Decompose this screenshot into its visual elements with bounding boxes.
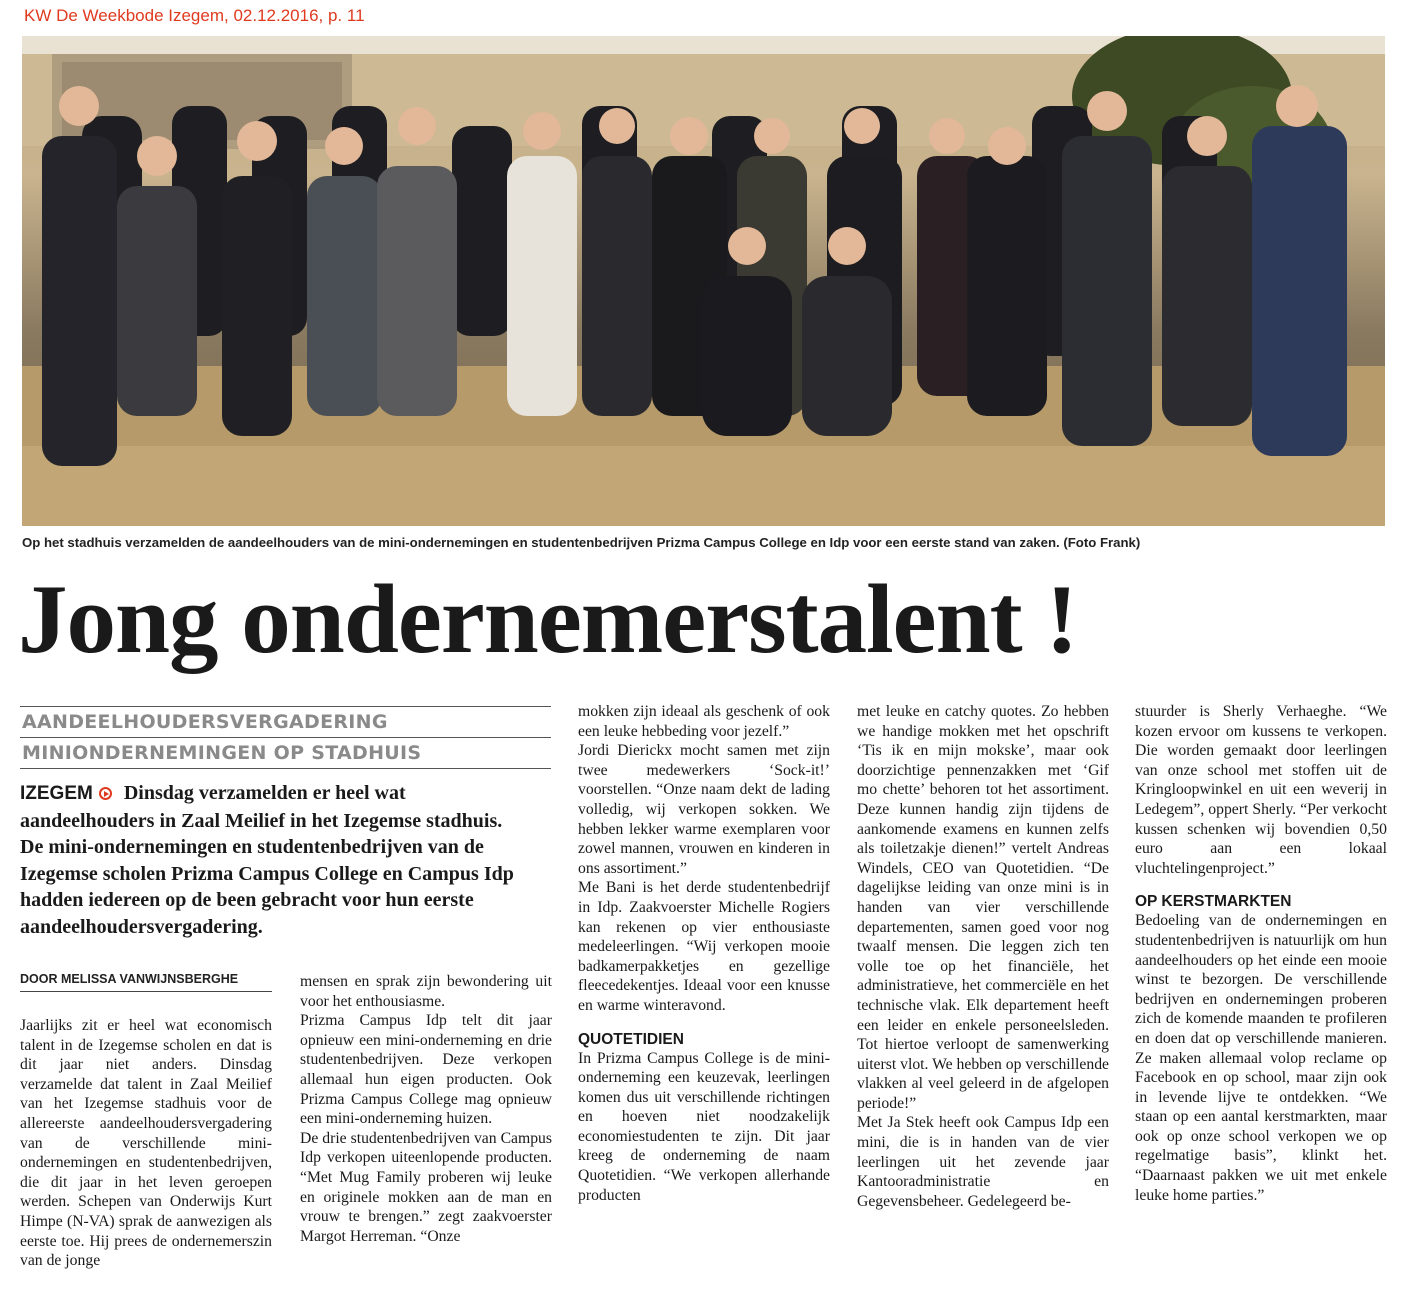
lead-text: Dinsdag verzamelden er heel wat aandeelhouders in Zaal Meilief in het Izegemse stadhuis. De mini-ondernemingen en studentenbedrijven van de Izegemse scholen Prizma Campus College en Campus Idp hadden iedereen op de been gebracht voor hun eerste aandeelhoudersvergadering.: [20, 782, 514, 938]
kicker-line-1: AANDEELHOUDERSVERGADERING: [20, 707, 551, 738]
article-column-2: [300, 972, 552, 1246]
paragraph: De drie studentenbedrijven van Campus Idp verkopen uiteenlopende producten. “Met Mug Family proberen wij leuke en originele mokken aan de man en vrouw te brengen.” zegt zaakvoerster Margot Herreman. “Onze: [300, 1129, 552, 1245]
lead-place: IZEGEM: [20, 783, 93, 804]
source-label: KW De Weekbode Izegem, 02.12.2016, p. 11: [24, 6, 365, 25]
paragraph: Prizma Campus Idp telt dit jaar opnieuw een mini-onderneming en drie studentenbedrijven. Deze verkopen allemaal hun eigen producten. Ook Prizma Campus College mag opnieuw een mini-onderneming huizen.: [300, 1012, 552, 1128]
paragraph: Me Bani is het derde studentenbedrijf in Idp. Zaakvoerster Michelle Rogiers kan rekenen op vier enthousiaste medeleerlingen. “Wij verkopen mooie badkamerpakketjes en gezellige fleecedekentjes. Ideaal voor een knusse en warme winteravond.: [578, 879, 830, 1014]
article-column-4: [857, 702, 1109, 1211]
paragraph: mensen en sprak zijn bewondering uit voor het enthousiasme.: [300, 973, 552, 1010]
group-photo-illustration: [22, 36, 1385, 526]
photo-caption: Op het stadhuis verzamelden de aandeelhouders van de mini-ondernemingen en studentenbedrijven Prizma Campus College en Idp voor een eerste stand van zaken. (Foto Frank): [22, 535, 1141, 550]
paragraph: Jordi Dierickx mocht samen met zijn twee medewerkers ‘Sock-it!’ voorstellen. “Onze naam dekt de lading volledig, wij verkopen sokken. We hebben lekker warme exemplaren voor zowel mannen, vrouwen en kinderen in ons assortiment.”: [578, 742, 830, 877]
subheading-quotetidien: QUOTETIDIEN: [578, 1030, 684, 1048]
paragraph: mokken zijn ideaal als geschenk of ook een leuke hebbeding voor jezelf.”: [578, 703, 830, 740]
headline: Jong ondernemerstalent !: [18, 565, 1078, 674]
kicker: [20, 706, 551, 769]
article-column-5: [1135, 702, 1387, 1205]
group-photo: [22, 36, 1385, 526]
byline: DOOR MELISSA VANWIJNSBERGHE: [20, 972, 272, 992]
paragraph: stuurder is Sherly Verhaeghe. “We kozen ervoor om kussens te verkopen. Die worden gemaakt door leerlingen van onze school met stoffen uit de Kringloopwinkel en uit een weverij in Ledegem”, oppert Sherly. “Per verkocht kussen schenken wij bovendien 0,50 euro aan een lokaal vluchtelingenproject.”: [1135, 703, 1387, 877]
paragraph: met leuke en catchy quotes. Zo hebben we handige mokken met het opschrift ‘Tis ik en mijn mokske’, maar ook doorzichtige pennenzakken met ‘Gif mo chette’ behoren tot het assortiment. Deze kunnen handig zijn tijdens de aankomende examens en kunnen zelfs als toiletzakje dienen!” vertelt Andreas Windels, CEO van Quotetidien. “De dagelijkse leiding van onze mini is in handen van vier verschillende departementen, samen goed voor nog twaalf mensen. Die leggen zich ten volle toe op het financiële, het administratieve, het commerciële en het technische vlak. Elk departement heeft een leider en enkele personeelsleden. Tot hiertoe verloopt de samenwerking uiterst vlot. We hebben op verschillende vlakken al veel geleerd in de afgelopen periode!”: [857, 703, 1109, 1112]
lead-paragraph: [20, 780, 525, 940]
paragraph: In Prizma Campus College is de mini-onderneming een keuzevak, leerlingen komen dus uit verschillende richtingen en hoeven niet noodzakelijk economiestudenten te zijn. Dit jaar kreeg de onderneming de naam Quotetidien. “We verkopen allerhande producten: [578, 1049, 830, 1204]
paragraph: Met Ja Stek heeft ook Campus Idp een mini, die is in handen van de vier leerlingen uit het zevende jaar Kantooradministratie en Gegevensbeheer. Gedelegeerd be-: [857, 1114, 1109, 1210]
article-column-3: [578, 702, 830, 1205]
article-column-1: [20, 1016, 272, 1271]
paragraph: Jaarlijks zit er heel wat economisch talent in de Izegemse scholen en dat is dit jaar niet anders. Dinsdag verzamelde dat talent in Zaal Meilief van het Izegemse stadhuis voor de allereerste aandeelhoudersvergadering van de verschillende mini-ondernemingen en studentenbedrijven, die dit jaar in het leven geroepen werden. Schepen van Onderwijs Kurt Himpe (N-VA) sprak de aanwezigen als eerste toe. Hij prees de ondernemerszin van de jonge: [20, 1017, 272, 1270]
kicker-line-2: MINIONDERNEMINGEN OP STADHUIS: [22, 742, 422, 764]
paragraph: Bedoeling van de ondernemingen en studentenbedrijven is natuurlijk om hun aandeelhouders op het einde een mooie winst te bezorgen. De verschillende bedrijven en ondernemingen proberen zich de komende maanden te profileren en doen dat op verschillende manieren. Ze maken allemaal volop reclame op Facebook en op school, maar zijn ook in levende lijve te ontdekken. “We staan op een aantal kerstmarkten, maar ook op onze school verkopen we op regelmatige basis”, klinkt het. “Daarnaast pakken we uit met enkele leuke home parties.”: [1135, 912, 1387, 1204]
arrow-circle-icon: [99, 787, 112, 800]
subheading-op-kerstmarkten: OP KERSTMARKTEN: [1135, 893, 1292, 911]
